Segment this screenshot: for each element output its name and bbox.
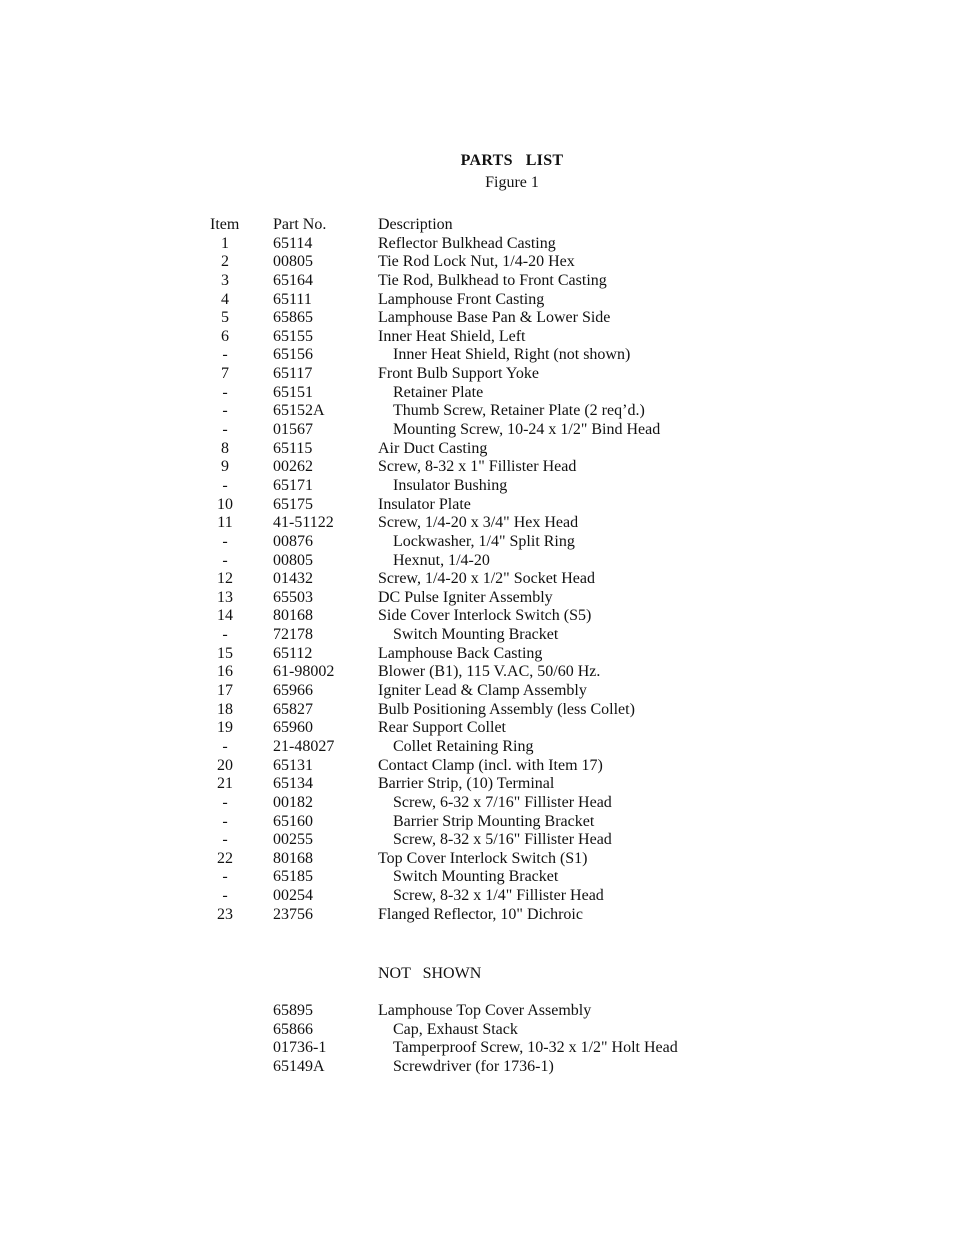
item-number: - [222, 383, 228, 401]
part-number: 65966 [273, 682, 313, 700]
item-column-header: Item [210, 216, 240, 233]
part-number: 00182 [273, 793, 313, 811]
part-number: 21-48027 [273, 737, 335, 755]
part-number: 65117 [273, 365, 313, 383]
table-row [0, 682, 954, 701]
part-description: Reflector Bulkhead Casting [378, 234, 556, 252]
not-shown-row [0, 1021, 954, 1040]
part-description: Barrier Strip Mounting Bracket [393, 812, 595, 830]
table-row [0, 533, 954, 552]
part-description: Collet Retaining Ring [393, 737, 534, 755]
part-description: Switch Mounting Bracket [393, 868, 559, 886]
part-description: Cap, Exhaust Stack [393, 1020, 518, 1038]
part-description: Top Cover Interlock Switch (S1) [378, 849, 588, 867]
item-number: 10 [217, 495, 233, 513]
part-description: Screw, 6-32 x 7/16" Fillister Head [393, 793, 612, 811]
part-number: 61-98002 [273, 663, 335, 681]
part-number: 65171 [273, 476, 313, 494]
table-row [0, 738, 954, 757]
table-row [0, 402, 954, 421]
item-number: - [222, 476, 228, 494]
item-number: 23 [217, 905, 233, 923]
table-row [0, 757, 954, 776]
table-row [0, 570, 954, 589]
table-row [0, 813, 954, 832]
part-number: 65185 [273, 868, 313, 886]
part-number: 23756 [273, 905, 313, 923]
part-number: 65112 [273, 644, 313, 662]
table-row [0, 235, 954, 254]
part-description: Contact Clamp (incl. with Item 17) [378, 756, 603, 774]
part-description: Igniter Lead & Clamp Assembly [378, 682, 587, 700]
item-number: 6 [221, 327, 229, 345]
table-row [0, 440, 954, 459]
table-row [0, 645, 954, 664]
item-number: - [222, 346, 228, 364]
part-description: Hexnut, 1/4-20 [393, 551, 490, 569]
part-description: Bulb Positioning Assembly (less Collet) [378, 700, 635, 718]
table-row [0, 850, 954, 869]
table-row [0, 421, 954, 440]
item-number: 22 [217, 849, 233, 867]
table-row [0, 775, 954, 794]
part-number: 00876 [273, 532, 313, 550]
part-description: Mounting Screw, 10-24 x 1/2" Bind Head [393, 421, 661, 439]
part-description: Screw, 8-32 x 1/4" Fillister Head [393, 887, 604, 905]
table-row [0, 552, 954, 571]
part-description: Insulator Bushing [393, 476, 508, 494]
table-row [0, 589, 954, 608]
part-number: 65152A [273, 402, 325, 420]
part-description: Screw, 8-32 x 5/16" Fillister Head [393, 831, 612, 849]
part-number: 65151 [273, 383, 313, 401]
part-description: Lamphouse Base Pan & Lower Side [378, 309, 611, 327]
part-number: 80168 [273, 607, 313, 625]
part-description: Front Bulb Support Yoke [378, 365, 539, 383]
item-number: 21 [217, 775, 233, 793]
part-number: 00262 [273, 458, 313, 476]
table-row [0, 309, 954, 328]
item-number: 4 [221, 290, 229, 308]
table-row [0, 477, 954, 496]
table-row [0, 701, 954, 720]
part-description: Screwdriver (for 1736-1) [393, 1057, 554, 1075]
part-number: 65175 [273, 495, 313, 513]
part-description: Thumb Screw, Retainer Plate (2 req’d.) [393, 402, 645, 420]
item-number: - [222, 887, 228, 905]
table-row [0, 384, 954, 403]
part-description: DC Pulse Igniter Assembly [378, 588, 553, 606]
part-number: 65895 [273, 1002, 313, 1019]
item-number: - [222, 868, 228, 886]
part-description: Tie Rod, Bulkhead to Front Casting [378, 271, 607, 289]
part-number: 01736-1 [273, 1039, 327, 1057]
not-shown-table [0, 1002, 954, 1077]
part-number: 00255 [273, 831, 313, 849]
part-number: 01432 [273, 570, 313, 588]
not-shown-rows [0, 1002, 954, 1077]
item-number: 14 [217, 607, 233, 625]
part-number: 65160 [273, 812, 313, 830]
table-row [0, 346, 954, 365]
part-number: 00805 [273, 253, 313, 271]
part-description: Tamperproof Screw, 10-32 x 1/2" Holt Head [393, 1039, 678, 1057]
table-row [0, 719, 954, 738]
item-number: 12 [217, 570, 233, 588]
part-number: 65149A [273, 1057, 325, 1075]
part-description: Lamphouse Top Cover Assembly [378, 1002, 592, 1019]
item-number: - [222, 831, 228, 849]
part-description: Insulator Plate [378, 495, 471, 513]
item-number: 3 [221, 271, 229, 289]
table-row [0, 253, 954, 272]
item-number: - [222, 737, 228, 755]
part-description: Inner Heat Shield, Right (not shown) [393, 346, 631, 364]
table-row [0, 291, 954, 310]
part-description: Screw, 1/4-20 x 1/2" Socket Head [378, 570, 595, 588]
part-number: 65115 [273, 439, 313, 457]
part-number: 01567 [273, 421, 313, 439]
table-row [0, 663, 954, 682]
table-row [0, 831, 954, 850]
item-number: 9 [221, 458, 229, 476]
item-number: 13 [217, 588, 233, 606]
item-number: - [222, 532, 228, 550]
parts-rows [0, 235, 954, 925]
item-number: 18 [217, 700, 233, 718]
part-description: Flanged Reflector, 10" Dichroic [378, 905, 583, 923]
item-number: 11 [217, 514, 233, 532]
part-number: 65827 [273, 700, 313, 718]
table-row [0, 272, 954, 291]
part-description: Screw, 1/4-20 x 3/4" Hex Head [378, 514, 579, 532]
part-number: 41-51122 [273, 514, 334, 532]
part-description: Rear Support Collet [378, 719, 506, 737]
item-number: 17 [217, 682, 233, 700]
table-row [0, 906, 954, 925]
part-description: Screw, 8-32 x 1" Fillister Head [378, 458, 577, 476]
part-number: 65164 [273, 271, 313, 289]
table-row [0, 868, 954, 887]
item-number: 16 [217, 663, 233, 681]
not-shown-row [0, 1002, 954, 1021]
part-description: Lockwasher, 1/4" Split Ring [393, 532, 575, 550]
parts-table [0, 216, 954, 924]
table-row [0, 626, 954, 645]
item-number: 15 [217, 644, 233, 662]
part-description: Blower (B1), 115 V.AC, 50/60 Hz. [378, 663, 601, 681]
part-number: 65960 [273, 719, 313, 737]
part-description: Air Duct Casting [378, 439, 488, 457]
page-title: PARTS LIST [460, 152, 564, 169]
part-number: 65114 [273, 234, 313, 252]
part-description: Inner Heat Shield, Left [378, 327, 526, 345]
not-shown-heading: NOT SHOWN [378, 965, 482, 982]
item-number: 5 [221, 309, 229, 327]
item-number: 2 [221, 253, 229, 271]
item-number: - [222, 793, 228, 811]
part-description: Lamphouse Back Casting [378, 644, 543, 662]
not-shown-row [0, 1039, 954, 1058]
part-description: Side Cover Interlock Switch (S5) [378, 607, 592, 625]
table-row [0, 607, 954, 626]
part-number: 65155 [273, 327, 313, 345]
part-number: 00254 [273, 887, 313, 905]
part-description: Tie Rod Lock Nut, 1/4-20 Hex [378, 253, 575, 271]
item-number: - [222, 421, 228, 439]
page-subtitle: Figure 1 [485, 174, 539, 191]
part-number: 65156 [273, 346, 313, 364]
table-row [0, 514, 954, 533]
item-number: 1 [221, 234, 229, 252]
description-column-header: Description [378, 216, 453, 233]
not-shown-row [0, 1058, 954, 1077]
part-number: 00805 [273, 551, 313, 569]
table-row [0, 365, 954, 384]
item-number: - [222, 551, 228, 569]
part-description: Switch Mounting Bracket [393, 626, 559, 644]
part-number: 65865 [273, 309, 313, 327]
part-number-column-header: Part No. [273, 216, 327, 233]
part-number: 65131 [273, 756, 313, 774]
table-row [0, 328, 954, 347]
item-number: - [222, 626, 228, 644]
table-header [0, 216, 954, 235]
item-number: 8 [221, 439, 229, 457]
item-number: - [222, 402, 228, 420]
part-description: Barrier Strip, (10) Terminal [378, 775, 555, 793]
part-number: 80168 [273, 849, 313, 867]
part-number: 65134 [273, 775, 313, 793]
table-row [0, 794, 954, 813]
part-description: Retainer Plate [393, 383, 484, 401]
part-number: 72178 [273, 626, 313, 644]
part-description: Lamphouse Front Casting [378, 290, 545, 308]
item-number: 19 [217, 719, 233, 737]
item-number: 7 [221, 365, 229, 383]
part-number: 65866 [273, 1020, 313, 1038]
part-number: 65111 [273, 290, 312, 308]
table-row [0, 496, 954, 515]
part-number: 65503 [273, 588, 313, 606]
table-row [0, 887, 954, 906]
item-number: 20 [217, 756, 233, 774]
item-number: - [222, 812, 228, 830]
table-row [0, 458, 954, 477]
